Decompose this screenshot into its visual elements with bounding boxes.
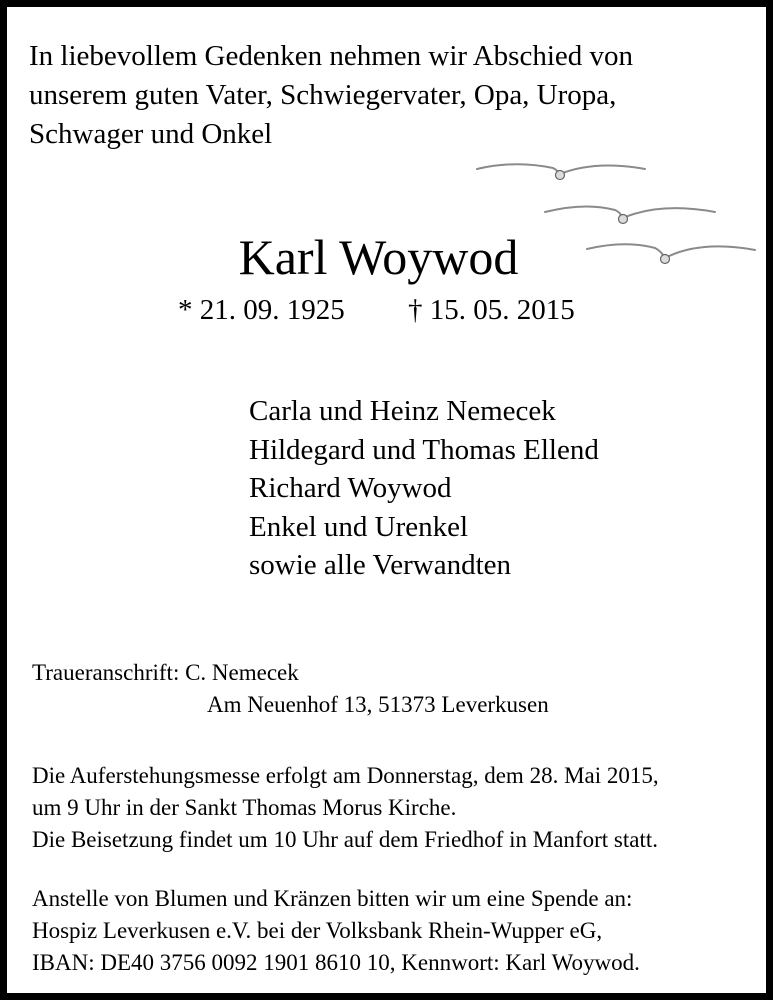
- service-details: [32, 760, 659, 856]
- donation-line: IBAN: DE40 3756 0092 1901 8610 10, Kennwort: Karl Woywod.: [32, 950, 640, 975]
- mourner-item: sowie alle Verwandten: [249, 549, 511, 581]
- intro-line: unserem guten Vater, Schwiegervater, Opa, Uropa,: [29, 79, 617, 111]
- service-line: Die Beisetzung findet um 10 Uhr auf dem Friedhof in Manfort statt.: [32, 827, 658, 852]
- donation-request: [32, 883, 640, 979]
- mourner-item: Enkel und Urenkel: [249, 510, 469, 543]
- birth-date: * 21. 09. 1925: [178, 294, 345, 326]
- mourners-list: [249, 392, 599, 585]
- address-street: Am Neuenhof 13, 51373 Leverkusen: [207, 692, 549, 717]
- mourning-address: [32, 657, 549, 721]
- service-line: Die Auferstehungsmesse erfolgt am Donnerstag, dem 28. Mai 2015,: [32, 763, 659, 788]
- address-label: Traueranschrift:: [32, 660, 180, 685]
- mourner-item: Carla und Heinz Nemecek: [249, 395, 556, 427]
- donation-line: Hospiz Leverkusen e.V. bei der Volksbank Rhein-Wupper eG,: [32, 918, 603, 943]
- intro-line: In liebevollem Gedenken nehmen wir Abschied von: [29, 40, 634, 72]
- mourner-item: Richard Woywod: [249, 472, 452, 504]
- deceased-name: Karl Woywod: [238, 229, 519, 285]
- address-name: C. Nemecek: [185, 660, 299, 685]
- donation-line: Anstelle von Blumen und Kränzen bitten wir um eine Spende an:: [32, 886, 633, 911]
- mourner-item: Hildegard und Thomas Ellend: [249, 433, 599, 466]
- death-date: † 15. 05. 2015: [408, 294, 575, 326]
- service-line: um 9 Uhr in der Sankt Thomas Morus Kirche.: [32, 795, 457, 820]
- intro-text: [29, 37, 633, 154]
- intro-line: Schwager und Onkel: [29, 118, 273, 150]
